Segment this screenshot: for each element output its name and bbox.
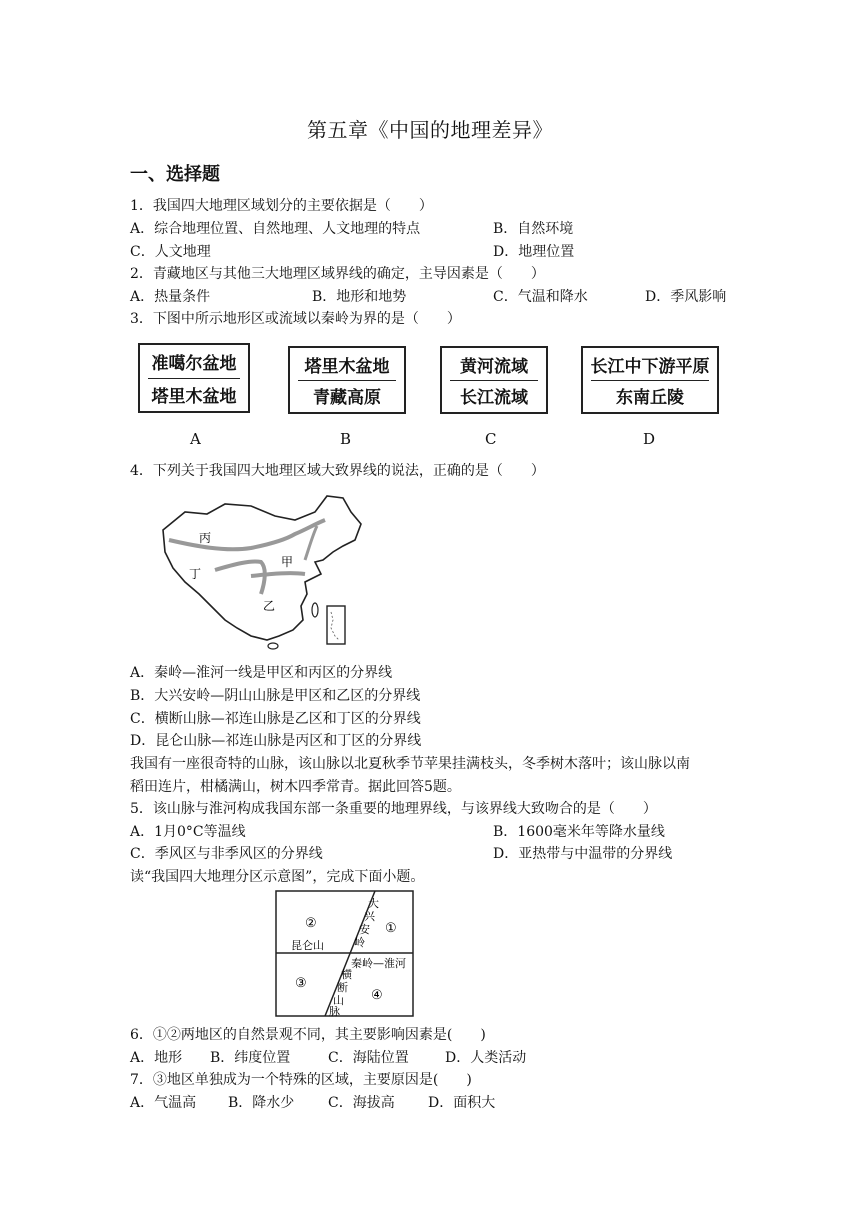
box-label-b: B (340, 430, 352, 448)
question-4-stem: 4．下列关于我国四大地理区域大致界线的说法，正确的是（ ） (130, 463, 545, 479)
question-7-stem: 7．③地区单独成为一个特殊的区域，主要原因是( ) (130, 1072, 472, 1088)
question-6-option-a: A．地形 (130, 1050, 183, 1066)
map-label-yi: 乙 (263, 599, 276, 613)
question-5-option-d: D．亚热带与中温带的分界线 (493, 846, 673, 862)
option-box-d (581, 346, 719, 414)
section-heading: 一、选择题 (130, 164, 220, 185)
option-box-b (288, 346, 406, 414)
region-4-label: ④ (371, 988, 383, 1003)
box-label-d: D (643, 430, 656, 448)
question-6-stem: 6．①②两地区的自然景观不同，其主要影响因素是( ) (130, 1027, 486, 1043)
question-7-option-a: A．气温高 (130, 1095, 197, 1111)
region-1-label: ① (385, 921, 397, 936)
hengduan-char-3: 山 (333, 994, 344, 1007)
question-6-option-c: C．海陆位置 (328, 1050, 409, 1066)
kunlun-label: 昆仑山 (291, 939, 324, 952)
question-5-option-c: C．季风区与非季风区的分界线 (130, 846, 323, 862)
question-2-option-a: A．热量条件 (130, 289, 211, 305)
box-c-bottom: 长江流域 (460, 388, 528, 408)
question-5-option-b: B．1600毫米年等降水量线 (493, 824, 665, 840)
question-5-stem: 5．该山脉与淮河构成我国东部一条重要的地理界线，与该界线大致吻合的是（ ） (130, 801, 657, 817)
question-1-option-d: D．地理位置 (493, 244, 575, 260)
region-2-label: ② (305, 916, 317, 931)
passage-line-1: 我国有一座很奇特的山脉，该山脉以北夏秋季节苹果挂满枝头，冬季树木落叶；该山脉以南 (130, 756, 690, 772)
option-box-c (440, 346, 548, 414)
question-7-option-d: D．面积大 (428, 1095, 496, 1111)
south-sea-inset (327, 606, 345, 644)
taiwan-shape (312, 603, 318, 617)
option-box-a (138, 343, 250, 413)
question-6-option-b: B．纬度位置 (210, 1050, 291, 1066)
hainan-shape (268, 643, 278, 649)
inset-dots (331, 612, 339, 640)
question-6-option-d: D．人类活动 (445, 1050, 527, 1066)
box-d-bottom: 东南丘陵 (616, 388, 684, 408)
hengduan-char-1: 横 (341, 968, 352, 981)
daxinganling-char-2: 兴 (364, 910, 375, 923)
daxinganling-char-3: 安 (359, 923, 370, 936)
hengduan-char-4: 脉 (329, 1005, 340, 1018)
question-1-option-a: A．综合地理位置、自然地理、人文地理的特点 (130, 221, 421, 237)
daxinganling-char-4: 岭 (354, 936, 365, 949)
daxinganling-char-1: 大 (368, 897, 379, 910)
regions-schematic (275, 890, 415, 1018)
box-a-top: 准噶尔盆地 (151, 354, 237, 374)
question-2-option-b: B．地形和地势 (312, 289, 407, 305)
question-2-option-c: C．气温和降水 (493, 289, 588, 305)
question-2-stem: 2．青藏地区与其他三大地理区域界线的确定，主导因素是（ ） (130, 266, 545, 282)
boundary-north (169, 520, 325, 549)
box-b-divider (298, 380, 396, 381)
page-title: 第五章《中国的地理差异》 (307, 118, 553, 142)
box-a-divider (148, 378, 240, 379)
boundary-qinling (251, 573, 305, 576)
question-4-option-b: B．大兴安岭—阴山山脉是甲区和乙区的分界线 (130, 688, 421, 704)
box-d-divider (591, 380, 709, 381)
question-3-stem: 3．下图中所示地形区或流域以秦岭为界的是（ ） (130, 311, 461, 327)
region-3-label: ③ (295, 976, 307, 991)
box-label-a: A (190, 430, 201, 448)
qinling-label: 秦岭—淮河 (351, 957, 406, 970)
box-c-top: 黄河流域 (460, 357, 528, 377)
box-a-bottom: 塔里木盆地 (151, 387, 237, 407)
box-label-c: C (485, 430, 497, 448)
map-label-jia: 甲 (281, 555, 294, 569)
boundary-plateau (215, 561, 265, 594)
question-7-option-c: C．海拔高 (328, 1095, 395, 1111)
question-5-option-a: A．1月0°C等温线 (130, 824, 246, 840)
boundary-east (305, 526, 317, 560)
question-4-option-a: A．秦岭—淮河一线是甲区和丙区的分界线 (130, 665, 393, 681)
question-4-option-d: D．昆仑山脉—祁连山脉是丙区和丁区的分界线 (130, 733, 422, 749)
map-label-bing: 丙 (199, 531, 212, 545)
question-4-option-c: C．横断山脉—祁连山脉是乙区和丁区的分界线 (130, 711, 421, 727)
box-b-bottom: 青藏高原 (313, 388, 381, 408)
box-d-top: 长江中下游平原 (590, 357, 710, 377)
read-instruction: 读“我国四大地理分区示意图”，完成下面小题。 (130, 869, 425, 885)
china-regions-map (155, 490, 370, 655)
map-label-ding: 丁 (189, 567, 202, 581)
hengduan-char-2: 断 (337, 981, 348, 994)
passage-line-2: 稻田连片，柑橘满山，树木四季常青。据此回答5题。 (130, 779, 461, 795)
question-2-option-d: D．季风影响 (645, 289, 727, 305)
question-1-option-c: C．人文地理 (130, 244, 211, 260)
question-1-option-b: B．自然环境 (493, 221, 574, 237)
box-c-divider (450, 380, 538, 381)
box-b-top: 塔里木盆地 (304, 357, 390, 377)
question-1-stem: 1．我国四大地理区域划分的主要依据是（ ） (130, 198, 433, 214)
question-7-option-b: B．降水少 (228, 1095, 295, 1111)
